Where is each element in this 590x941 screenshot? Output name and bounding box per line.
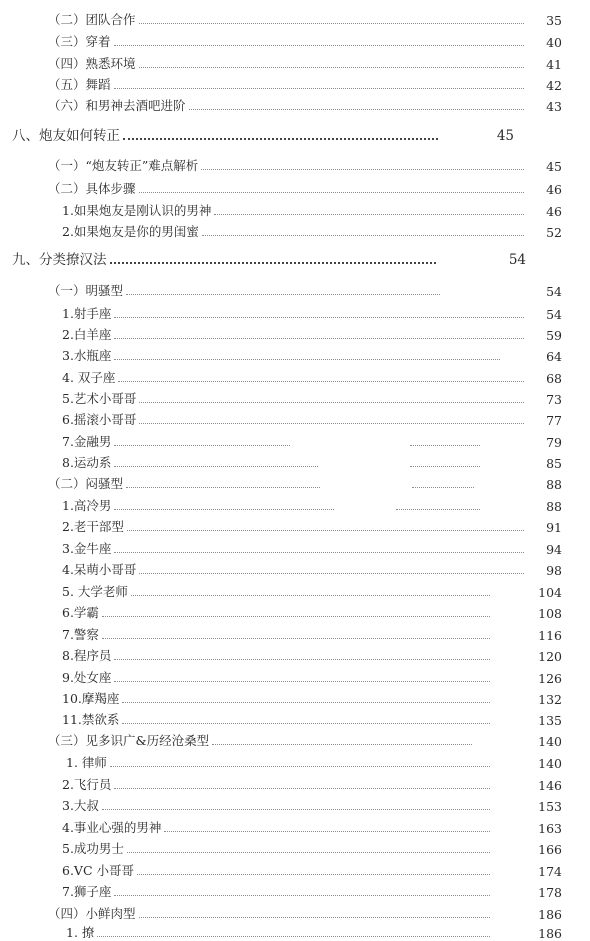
entry-title: （一）明骚型	[48, 283, 124, 298]
chapter-title: 九、分类撩汉法	[12, 252, 107, 268]
entry-title: （三）穿着	[48, 34, 111, 49]
dot-leader	[139, 402, 524, 403]
page-number: 140	[538, 734, 562, 749]
page-number: 45	[496, 128, 514, 144]
toc-entry	[62, 539, 562, 557]
toc-entry	[62, 453, 562, 471]
toc-entry	[66, 753, 562, 771]
dot-leader	[127, 530, 524, 531]
dot-leader	[114, 45, 524, 46]
dot-leader	[118, 381, 524, 382]
dot-leader	[114, 552, 524, 553]
toc-entry	[62, 839, 562, 857]
page-number: 46	[546, 204, 562, 219]
page-number: 126	[538, 671, 562, 686]
toc-entry	[62, 818, 562, 836]
dot-leader	[114, 681, 490, 682]
dot-leader	[137, 874, 490, 875]
dot-leader	[114, 338, 524, 339]
dot-leader	[139, 917, 490, 918]
toc-entry	[62, 304, 562, 322]
page-number: 40	[546, 35, 562, 50]
toc-entry	[62, 389, 562, 407]
toc-entry	[48, 32, 562, 50]
entry-title: 10.摩羯座	[62, 691, 120, 706]
dot-leader	[127, 852, 490, 853]
page-number: 120	[538, 649, 562, 664]
entry-title: 4.呆萌小哥哥	[62, 562, 137, 577]
entry-title: 1. 撩	[66, 925, 95, 940]
entry-title: 1.如果炮友是刚认识的男神	[62, 203, 212, 218]
entry-title: 7.狮子座	[62, 884, 112, 899]
toc-entry	[48, 179, 562, 197]
dot-leader	[139, 67, 524, 68]
entry-title: 5. 大学老师	[62, 584, 128, 599]
toc-entry	[62, 432, 562, 450]
page-number: 174	[538, 864, 562, 879]
page-number: 41	[546, 57, 562, 72]
dot-leader	[396, 509, 480, 510]
entry-title: （二）具体步骤	[48, 181, 136, 196]
dot-leader	[410, 466, 480, 467]
page-number: 68	[546, 371, 562, 386]
page-number: 88	[546, 499, 562, 514]
dot-leader	[114, 317, 524, 318]
dot-leader	[214, 214, 524, 215]
entry-title: 2.如果炮友是你的男闺蜜	[62, 224, 199, 239]
page-number: 94	[546, 542, 562, 557]
page-number: 59	[546, 328, 562, 343]
dot-leader	[126, 487, 320, 488]
toc-entry	[62, 201, 562, 219]
entry-title: 3.大叔	[62, 798, 99, 813]
entry-title: 6.学霸	[62, 605, 99, 620]
entry-title: 2.飞行员	[62, 777, 112, 792]
dot-leader	[114, 466, 318, 467]
entry-title: 6.摇滚小哥哥	[62, 412, 137, 427]
toc-entry	[48, 10, 562, 28]
toc-chapter	[12, 126, 530, 144]
toc-entry	[62, 710, 562, 728]
page-number: 186	[538, 926, 562, 941]
page-number: 45	[546, 159, 562, 174]
entry-title: 5.艺术小哥哥	[62, 391, 137, 406]
dot-leader	[97, 936, 490, 937]
dot-leader	[123, 138, 438, 140]
toc-entry	[48, 281, 562, 299]
entry-title: 2.老干部型	[62, 519, 124, 534]
page-number: 42	[546, 78, 562, 93]
page-number: 108	[538, 606, 562, 621]
entry-title: （五）舞蹈	[48, 77, 111, 92]
entry-title: 8.运动系	[62, 455, 112, 470]
toc-entry	[48, 75, 562, 93]
toc-entry	[62, 689, 562, 707]
entry-title: （二）闷骚型	[48, 476, 124, 491]
dot-leader	[114, 359, 500, 360]
entry-title: （六）和男神去酒吧进阶	[48, 98, 186, 113]
entry-title: （三）见多识广&历经沧桑型	[48, 733, 210, 748]
dot-leader	[212, 744, 472, 745]
page-number: 88	[546, 477, 562, 492]
toc-chapter	[12, 250, 530, 268]
toc-entry	[62, 410, 562, 428]
dot-leader	[139, 23, 524, 24]
dot-leader	[126, 294, 440, 295]
toc-entry	[62, 368, 562, 386]
entry-title: （四）熟悉环境	[48, 56, 136, 71]
entry-title: 1.高冷男	[62, 498, 112, 513]
chapter-title: 八、炮友如何转正	[12, 128, 120, 144]
dot-leader	[201, 169, 524, 170]
page-number: 46	[546, 182, 562, 197]
entry-title: 1.射手座	[62, 306, 112, 321]
page-number: 79	[546, 435, 562, 450]
entry-title: 11.禁欲系	[62, 712, 120, 727]
toc-entry	[62, 325, 562, 343]
dot-leader	[114, 788, 490, 789]
page-number: 186	[538, 907, 562, 922]
dot-leader	[114, 445, 290, 446]
dot-leader	[102, 638, 490, 639]
dot-leader	[189, 109, 524, 110]
toc-entry	[62, 882, 562, 900]
toc-entry	[48, 54, 562, 72]
dot-leader	[114, 895, 490, 896]
page-number: 54	[508, 252, 526, 268]
dot-leader	[102, 616, 490, 617]
page-number: 132	[538, 692, 562, 707]
toc-entry	[62, 582, 562, 600]
page-number: 153	[538, 799, 562, 814]
dot-leader	[110, 262, 437, 264]
page-number: 54	[546, 284, 562, 299]
page-number: 77	[546, 413, 562, 428]
page-number: 73	[546, 392, 562, 407]
page-number: 104	[538, 585, 562, 600]
dot-leader	[114, 659, 490, 660]
entry-title: 5.成功男士	[62, 841, 124, 856]
page-number: 52	[546, 225, 562, 240]
toc-entry	[62, 796, 562, 814]
toc-entry	[62, 346, 562, 364]
dot-leader	[164, 831, 490, 832]
entry-title: 8.程序员	[62, 648, 112, 663]
page-number: 98	[546, 563, 562, 578]
toc-entry	[48, 96, 562, 114]
toc-entry	[62, 625, 562, 643]
dot-leader	[202, 235, 524, 236]
entry-title: （一）“炮友转正”难点解析	[48, 158, 199, 173]
toc-entry	[62, 668, 562, 686]
dot-leader	[122, 723, 490, 724]
page-number: 116	[538, 628, 562, 643]
entry-title: 4. 双子座	[62, 370, 116, 385]
entry-title: （四）小鲜肉型	[48, 906, 136, 921]
toc-entry	[62, 517, 562, 535]
entry-title: 1. 律师	[66, 755, 107, 770]
dot-leader	[131, 595, 490, 596]
dot-leader	[102, 809, 490, 810]
entry-title: 2.白羊座	[62, 327, 112, 342]
entry-title: 7.警察	[62, 627, 99, 642]
toc-entry	[48, 731, 562, 749]
page-number: 85	[546, 456, 562, 471]
page-number: 91	[546, 520, 562, 535]
page-number: 166	[538, 842, 562, 857]
toc-entry	[66, 923, 562, 941]
dot-leader	[412, 487, 474, 488]
page-number: 43	[546, 99, 562, 114]
toc-entry	[62, 560, 562, 578]
entry-title: 7.金融男	[62, 434, 112, 449]
page-number: 135	[538, 713, 562, 728]
page-number: 178	[538, 885, 562, 900]
dot-leader	[114, 88, 524, 89]
entry-title: （二）团队合作	[48, 12, 136, 27]
dot-leader	[139, 573, 524, 574]
toc-entry	[62, 775, 562, 793]
toc-entry	[48, 474, 562, 492]
entry-title: 9.处女座	[62, 670, 112, 685]
dot-leader	[139, 192, 524, 193]
dot-leader	[410, 445, 480, 446]
entry-title: 3.水瓶座	[62, 348, 112, 363]
dot-leader	[110, 766, 490, 767]
toc-entry	[48, 904, 562, 922]
toc-entry	[62, 496, 562, 514]
toc-entry	[62, 222, 562, 240]
entry-title: 6.VC 小哥哥	[62, 863, 134, 878]
page-number: 146	[538, 778, 562, 793]
page-number: 64	[546, 349, 562, 364]
entry-title: 3.金牛座	[62, 541, 112, 556]
toc-entry	[62, 861, 562, 879]
dot-leader	[122, 702, 490, 703]
page-number: 163	[538, 821, 562, 836]
entry-title: 4.事业心强的男神	[62, 820, 162, 835]
toc-entry	[62, 646, 562, 664]
toc-entry	[62, 603, 562, 621]
page-number: 35	[546, 13, 562, 28]
page-number: 140	[538, 756, 562, 771]
dot-leader	[114, 509, 334, 510]
toc-entry	[48, 156, 562, 174]
dot-leader	[139, 423, 524, 424]
page-number: 54	[546, 307, 562, 322]
